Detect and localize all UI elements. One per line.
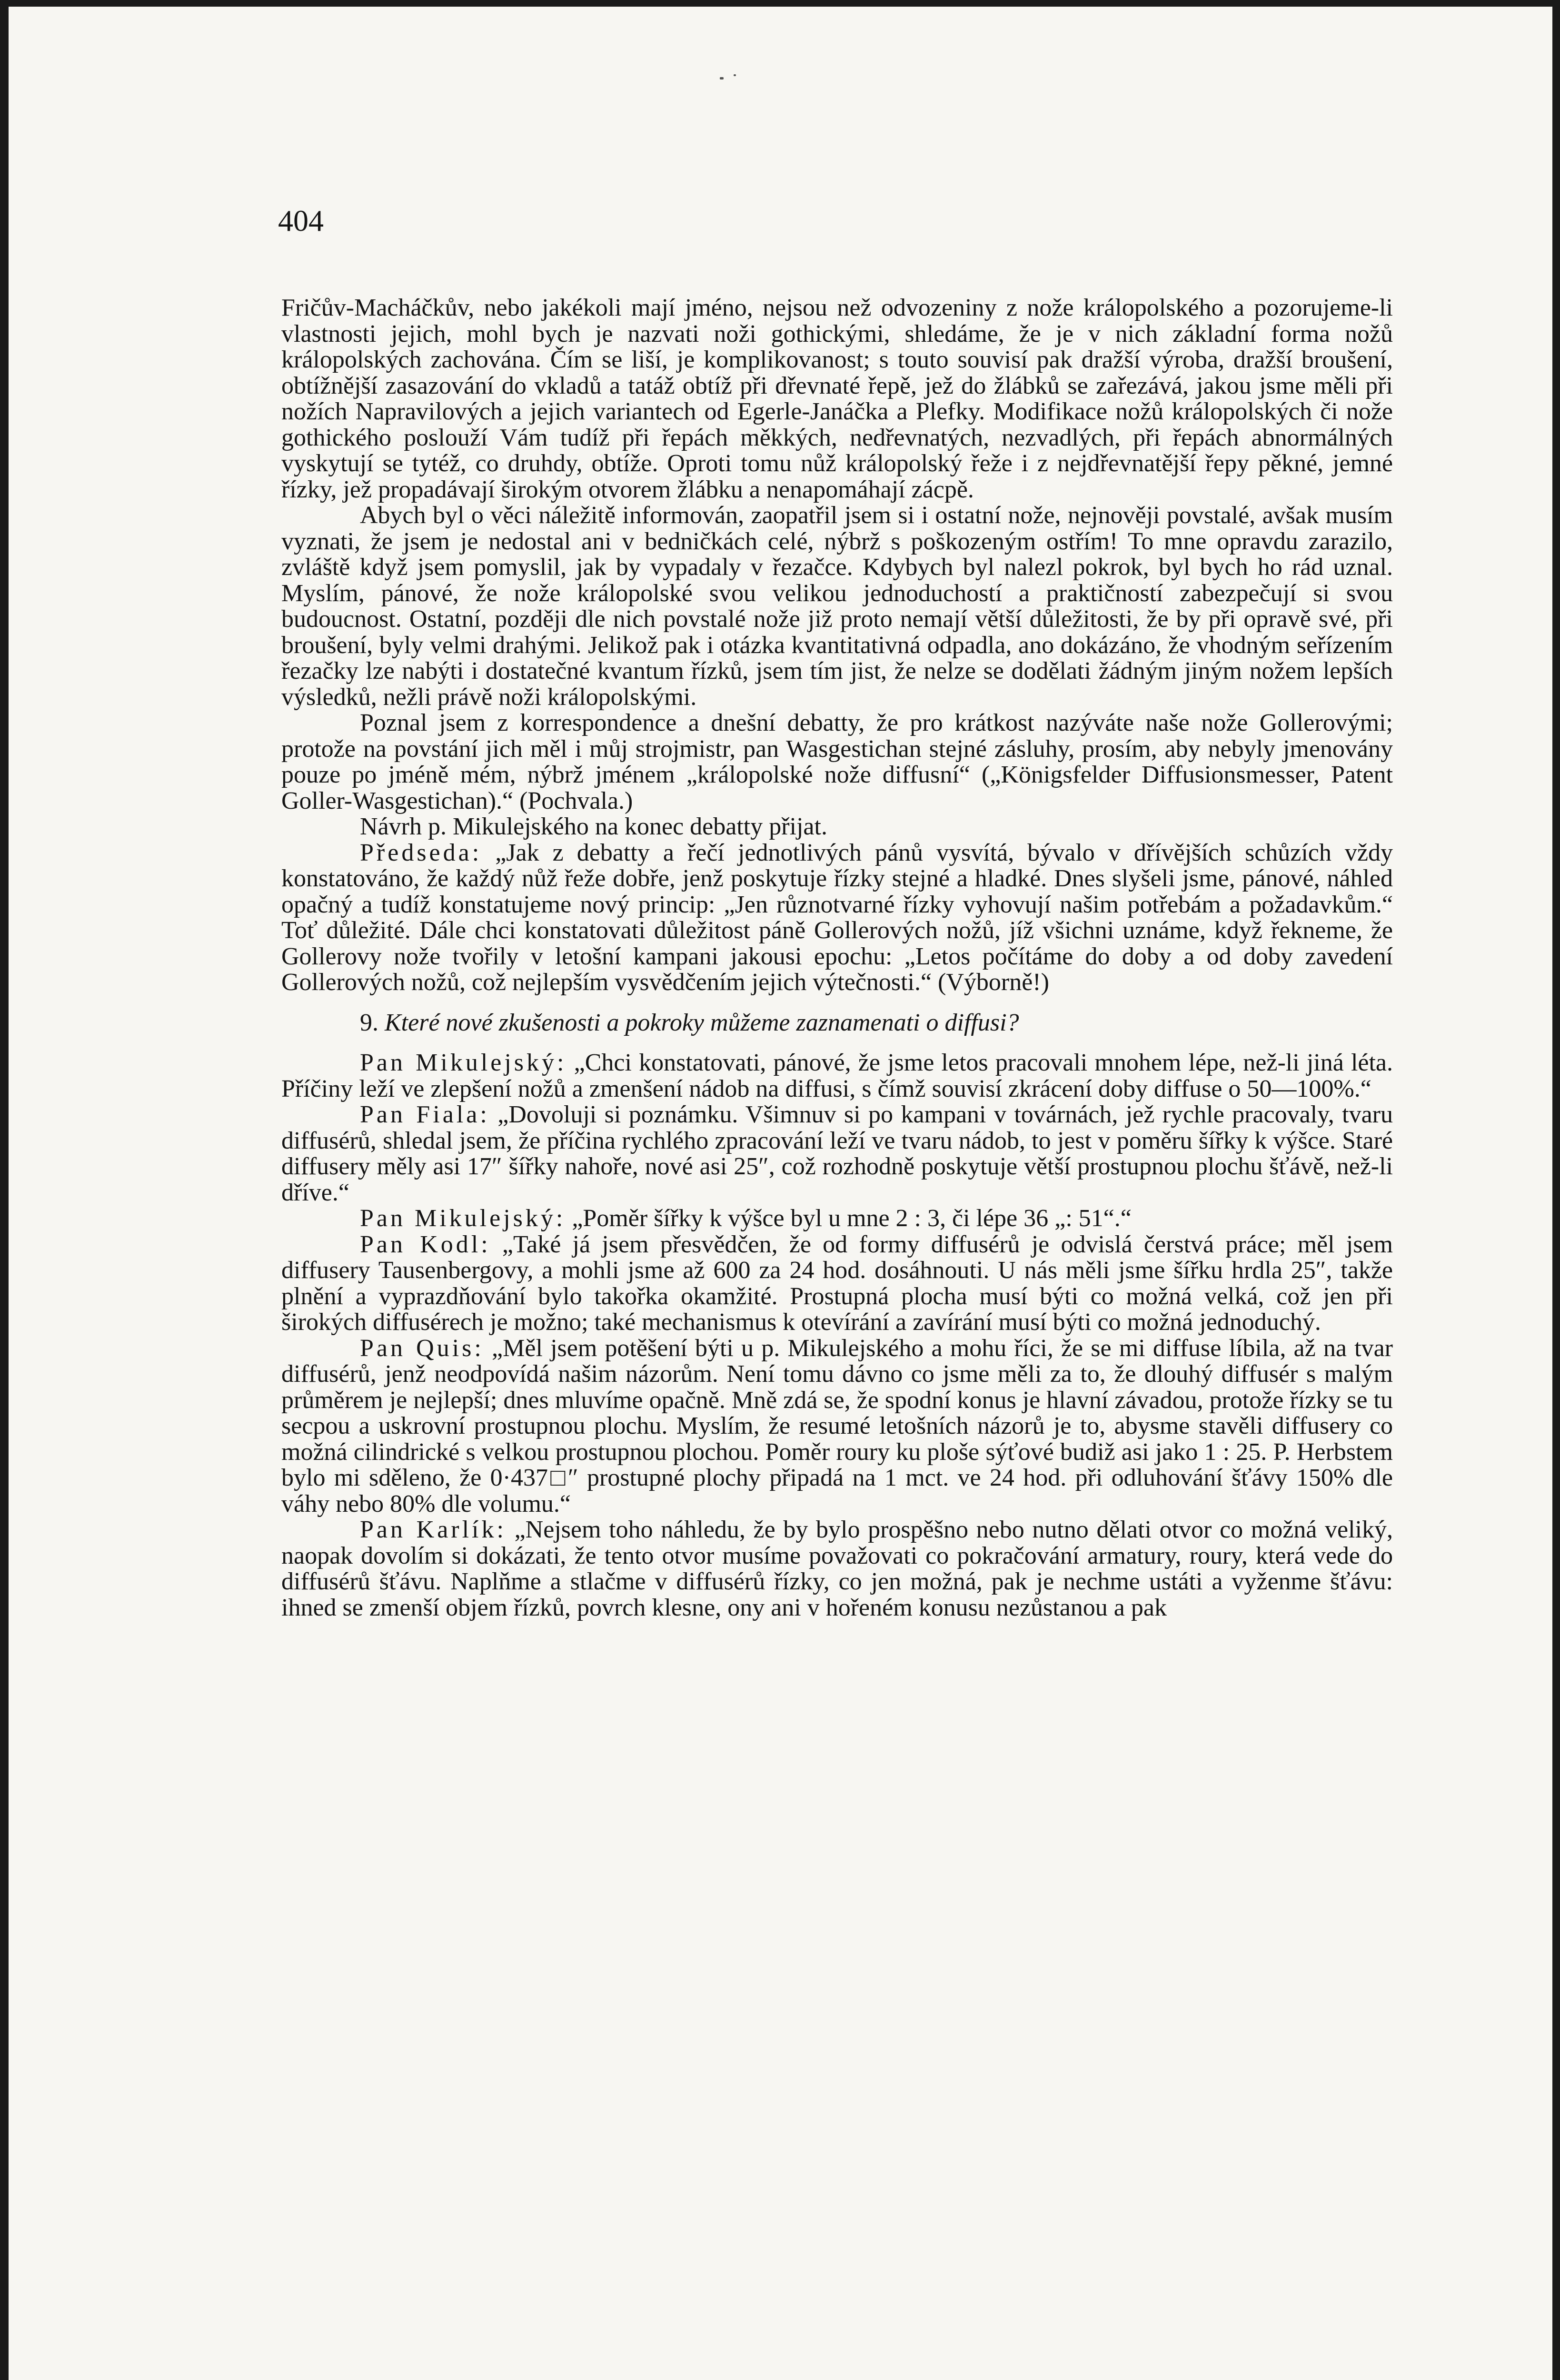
paragraph: Návrh p. Mikulejského na konec debatty přijat. (360, 813, 827, 840)
page-number: 404 (278, 204, 324, 238)
speaker-name: Pan Kodl: (360, 1230, 491, 1258)
paragraph: Abych byl o věci náležitě informován, zaopatřil jsem si i ostatní nože, nejnověji povstalé, avšak musím vyznati, že jsem je nedostal ani v bedničkách celé, nýbrž s poškozeným ostřím! To mne opravdu zarazilo, zvláště když jsem pomyslil, jak by vypadaly v řezačce. Kdybych byl nalezl pokrok, byl bych ho rád uznal. Myslím, pánové, že nože králopolské svou velikou jednoduchostí a praktičností zabezpečují si svou budoucnost. Ostatní, později dle nich povstalé nože již proto nemají větší důležitosti, že by při opravě své, při broušení, byly velmi drahými. Jelikož pak i otázka kvantitativná odpadla, ano dokázáno, že vhodným seřízením řezačky lze nabýti i dostatečné kvantum řízků, jsem tím jist, že nelze se dodělati žádným jiným nožem lepších výsledků, nežli právě noži králopolskými. (281, 502, 1393, 711)
discussion-entry: Pan Karlík: „Nejsem toho náhledu, že by bylo prospěšno nebo nutno dělati otvor co možná veliký, naopak dovolím si dokázati, že tento otvor musíme považovati co pokračování armatury, roury, která vede do diffusérů šťávu. Naplňme a stlačme v diffusérů řízky, co jen možná, pak je nechme ustáti a vyženme šťávu: ihned se zmenší objem řízků, povrch klesne, ony ani v hořeném konusu nezůstanou a pak (281, 1516, 1393, 1621)
discussion-entry: Pan Kodl: „Také já jsem přesvědčen, že od formy diffusérů je odvislá čerstvá práce; měl jsem diffusery Tausenbergovy, a mohli jsme až 600 za 24 hod. dosáhnouti. U nás měli jsme šířku hrdla 25″, takže plnění a vyprazdňování bylo takořka okamžité. Prostupná plocha musí býti co možná velká, což jen při širokých diffusérech je možno; také mechanismus k otevírání a zavírání musí býti co možná jednoduchý. (281, 1230, 1393, 1336)
print-speck (720, 77, 724, 79)
body-text (281, 295, 1393, 1621)
speaker-name: Pan Quis: (360, 1334, 484, 1362)
discussion-entry: Pan Mikulejský: „Chci konstatovati, pánové, že jsme letos pracovali mnohem lépe, než-li jiná léta. Příčiny leží ve zlepšení nožů a zmenšení nádob na diffusi, s čímž souvisí zkrácení doby diffuse o 50—100%.“ (281, 1049, 1393, 1102)
paragraph: Předseda: „Jak z debatty a řečí jednotlivých pánů vysvítá, bývalo v dřívějších schůzích vždy konstatováno, že každý nůž řeže dobře, jenž poskytuje řízky stejné a hladké. Dnes slyšeli jsme, pánové, náhled opačný a tudíž konstatujeme nový princip: „Jen různotvarné řízky vyhovují našim potřebám a požadavkům.“ Toť důležité. Dále chci konstatovati důležitost páně Gollerových nožů, jíž všichni uznáme, když řekneme, že Gollerovy nože tvořily v letošní kampani jakousi epochu: „Letos počítáme do doby a od doby zavedení Gollerových nožů, což nejlepším vysvědčením jejich výtečnosti.“ (Výborně!) (281, 839, 1393, 996)
paragraph: Poznal jsem z korrespondence a dnešní debatty, že pro krátkost nazýváte naše nože Gollerovými; protože na povstání jich měl i můj strojmistr, pan Wasgestichan stejné zásluhy, prosím, aby nebyly jmenovány pouze po jméně mém, nýbrž jménem „králopolské nože diffusní“ („Königsfelder Diffusionsmesser, Patent Goller-Wasgestichan).“ (Pochvala.) (281, 709, 1393, 814)
paragraph: Fričův-Macháčkův, nebo jakékoli mají jméno, nejsou než odvozeniny z nože králopolského a pozorujeme-li vlastnosti jejich, mohl bych je nazvati noži gothickými, shledáme, že je v nich základní forma nožů králopolských zachována. Čím se liší, je komplikovanost; s touto souvisí pak dražší výroba, dražší broušení, obtížnější zasazování do vkladů a tatáž obtíž při dřevnaté řepě, jež do žlábků se zařezává, jakou jsme měli při nožích Napravilových a jejich variantech od Egerle-Janáčka a Plefky. Modifikace nožů králopolských či nože gothického poslouží Vám tudíž při řepách měkkých, nedřevnatých, nezvadlých, při řepách abnormálných vyskytují se tytéž, co druhdy, obtíže. Oproti tomu nůž králopolský řeže i z nejdřevnatější řepy pěkné, jemné řízky, jež propadávají širokým otvorem žlábku a nenapomáhají zácpě. (281, 294, 1393, 503)
section-question: 9. Které nové zkušenosti a pokroky můžeme zaznamenati o diffusi? (360, 1009, 1019, 1036)
discussion-entry: Pan Fiala: „Dovoluji si poznámku. Všimnuv si po kampani v továrnách, jež rychle pracovaly, tvaru diffusérů, shledal jsem, že příčina rychlého zpracování leží ve tvaru nádob, to jest v poměru šířky k výšce. Staré diffusery měly asi 17″ šířky nahoře, nové asi 25″, což rozhodně poskytuje větší prostupnou plochu šťávě, než-li dříve.“ (281, 1101, 1393, 1206)
discussion-entry: Pan Mikulejský: „Poměr šířky k výšce byl u mne 2 : 3, či lépe 36 „: 51“.“ (360, 1205, 1132, 1232)
discussion-entry: Pan Quis: „Měl jsem potěšení býti u p. Mikulejského a mohu říci, že se mi diffuse líbila, až na tvar diffusérů, jenž neodpovídá našim názorům. Není tomu dávno co jsme měli za to, že dlouhý diffusér s malým průměrem je nejlepší; dnes mluvíme opačně. Mně zdá se, že spodní konus je hlavní závadou, protože řízky se tu secpou a uskrovní prostupnou plochu. Myslím, že resumé letošních názorů je to, abysme stavěli diffusery co možná cilindrické s velkou prostupnou plochou. Poměr roury ku ploše sýťové budiž asi jako 1 : 25. P. Herbstem bylo mi sděleno, že 0·437□″ prostupné plochy připadá na 1 mct. ve 24 hod. při odluhování šťávy 150% dle váhy nebo 80% dle volumu.“ (281, 1334, 1393, 1517)
print-speck (734, 74, 736, 76)
speaker-name: Pan Mikulejský: (360, 1205, 566, 1232)
speaker-name: Pan Karlík: (360, 1516, 507, 1543)
speaker-name: Pan Fiala: (360, 1101, 490, 1128)
speaker-name: Předseda: (360, 839, 482, 866)
speaker-name: Pan Mikulejský: (360, 1049, 567, 1076)
document-page (9, 7, 1552, 2380)
